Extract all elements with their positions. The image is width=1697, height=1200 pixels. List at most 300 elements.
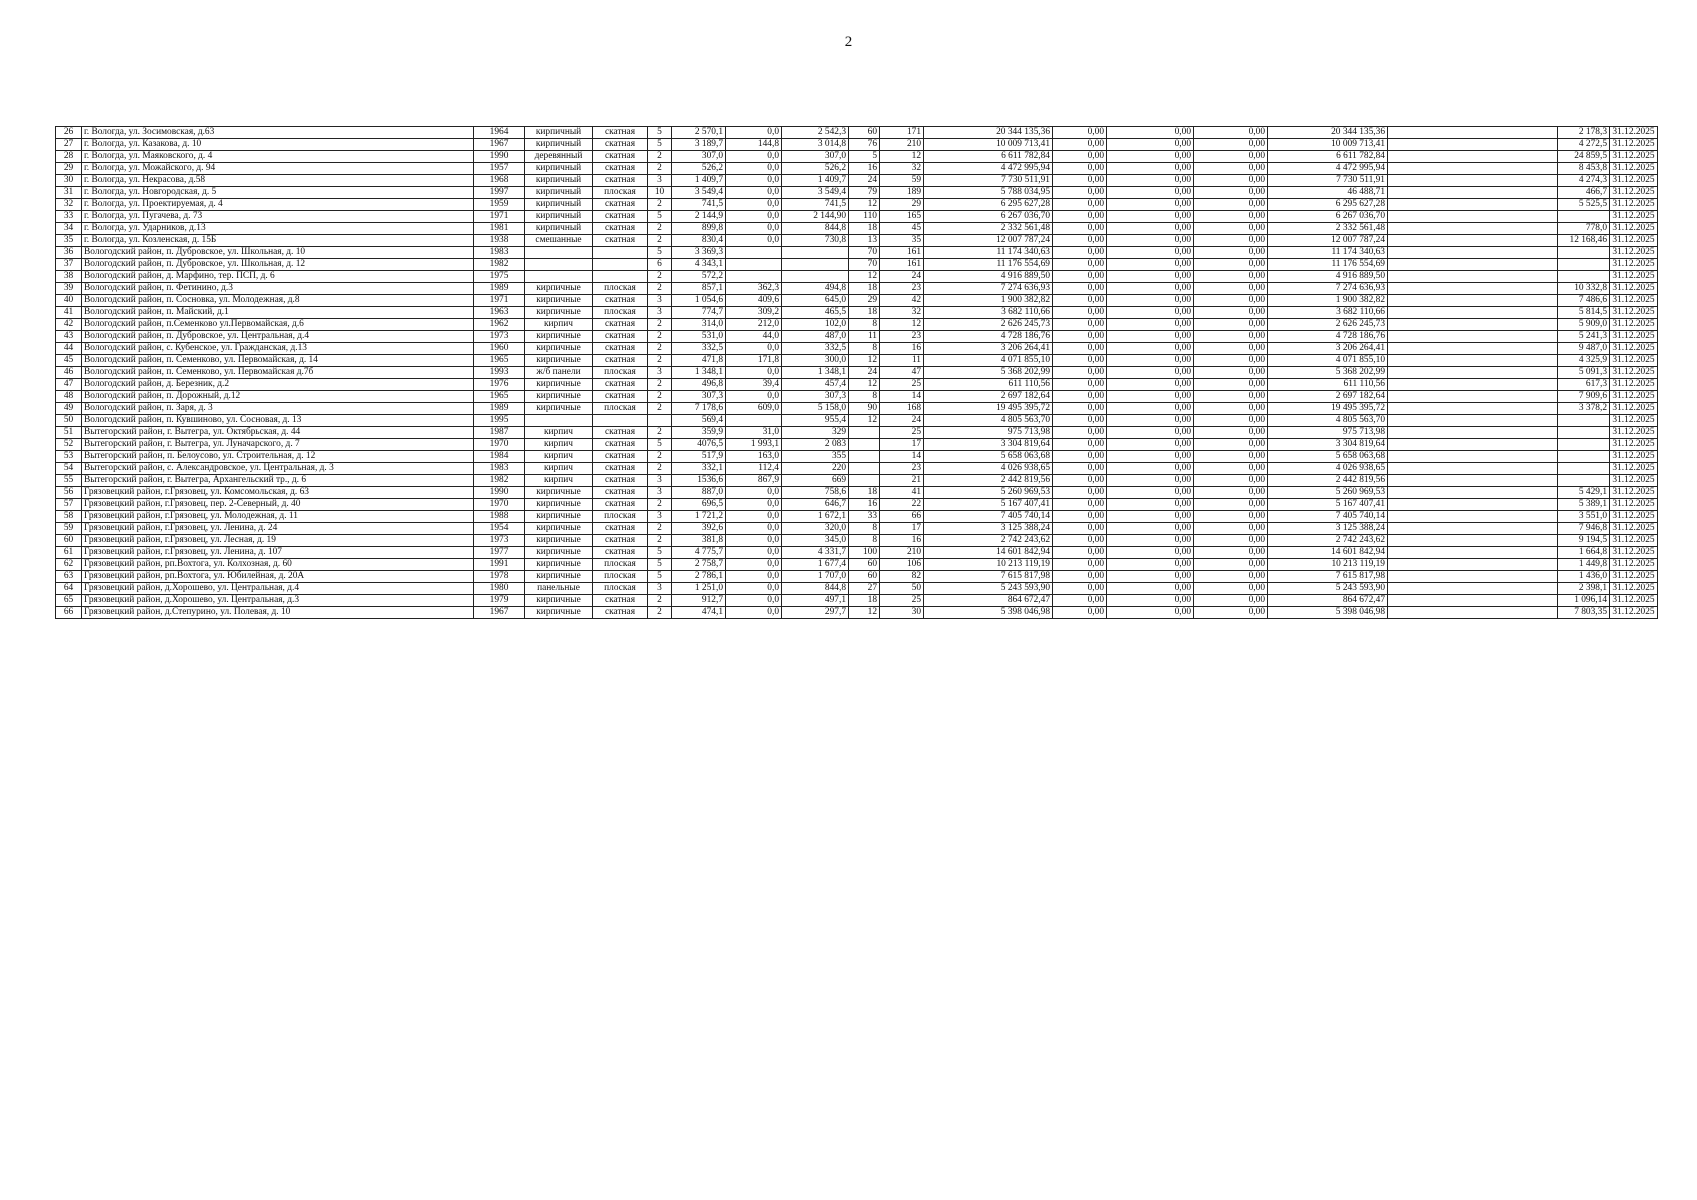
blank-cell [1388, 595, 1558, 607]
funding-1-cell: 0,00 [1053, 235, 1107, 247]
cost-own-cell: 6 295 627,28 [1268, 199, 1388, 211]
funding-2-cell: 0,00 [1107, 139, 1194, 151]
specific-cost-cell: 7 803,35 [1558, 607, 1610, 619]
area-total-cell: 572,2 [672, 271, 726, 283]
cost-total-cell: 3 125 388,24 [924, 523, 1053, 535]
count-1-cell: 13 [849, 235, 880, 247]
area-b-cell [782, 247, 849, 259]
funding-3-cell: 0,00 [1194, 319, 1268, 331]
cost-total-cell: 20 344 135,36 [924, 127, 1053, 139]
cost-own-cell: 10 213 119,19 [1268, 559, 1388, 571]
count-2-cell: 165 [880, 211, 924, 223]
area-total-cell: 471,8 [672, 355, 726, 367]
count-1-cell: 70 [849, 247, 880, 259]
funding-1-cell: 0,00 [1053, 127, 1107, 139]
area-total-cell: 4 775,7 [672, 547, 726, 559]
year-cell: 1987 [474, 427, 525, 439]
deadline-date-cell: 31.12.2025 [1610, 235, 1658, 247]
address-cell: Вологодский район, п. Дубровское, ул. Центральная, д.4 [82, 331, 474, 343]
cost-total-cell: 19 495 395,72 [924, 403, 1053, 415]
blank-cell [1388, 547, 1558, 559]
roof-type-cell: скатная [593, 451, 648, 463]
table-row [56, 223, 1658, 235]
area-b-cell: 2 083 [782, 439, 849, 451]
count-2-cell: 161 [880, 259, 924, 271]
table-row [56, 259, 1658, 271]
cost-own-cell: 975 713,98 [1268, 427, 1388, 439]
funding-2-cell: 0,00 [1107, 127, 1194, 139]
table-row [56, 343, 1658, 355]
floors-cell: 5 [648, 571, 672, 583]
count-2-cell: 32 [880, 163, 924, 175]
year-cell: 1993 [474, 367, 525, 379]
area-b-cell: 345,0 [782, 535, 849, 547]
funding-1-cell: 0,00 [1053, 523, 1107, 535]
row-number: 46 [56, 367, 82, 379]
blank-cell [1388, 343, 1558, 355]
cost-own-cell: 2 742 243,62 [1268, 535, 1388, 547]
wall-material-cell: кирпичный [525, 211, 593, 223]
specific-cost-cell: 9 487,0 [1558, 343, 1610, 355]
wall-material-cell: кирпичные [525, 511, 593, 523]
deadline-date-cell: 31.12.2025 [1610, 583, 1658, 595]
funding-2-cell: 0,00 [1107, 379, 1194, 391]
area-total-cell: 1 721,2 [672, 511, 726, 523]
wall-material-cell: деревянный [525, 151, 593, 163]
specific-cost-cell: 2 398,1 [1558, 583, 1610, 595]
funding-2-cell: 0,00 [1107, 451, 1194, 463]
count-2-cell: 23 [880, 283, 924, 295]
wall-material-cell: кирпичный [525, 175, 593, 187]
funding-1-cell: 0,00 [1053, 571, 1107, 583]
blank-cell [1388, 199, 1558, 211]
roof-type-cell: скатная [593, 175, 648, 187]
deadline-date-cell: 31.12.2025 [1610, 451, 1658, 463]
roof-type-cell: скатная [593, 547, 648, 559]
area-b-cell: 646,7 [782, 499, 849, 511]
specific-cost-cell [1558, 415, 1610, 427]
blank-cell [1388, 187, 1558, 199]
address-cell: Вытегорский район, п. Белоусово, ул. Строительная, д. 12 [82, 451, 474, 463]
table-row [56, 247, 1658, 259]
area-total-cell: 4 343,1 [672, 259, 726, 271]
funding-2-cell: 0,00 [1107, 511, 1194, 523]
area-b-cell: 844,8 [782, 583, 849, 595]
funding-2-cell: 0,00 [1107, 559, 1194, 571]
deadline-date-cell: 31.12.2025 [1610, 547, 1658, 559]
specific-cost-cell [1558, 463, 1610, 475]
funding-3-cell: 0,00 [1194, 139, 1268, 151]
roof-type-cell: плоская [593, 559, 648, 571]
cost-own-cell: 2 332 561,48 [1268, 223, 1388, 235]
count-1-cell [849, 427, 880, 439]
address-cell: г. Вологда, ул. Зосимовская, д.63 [82, 127, 474, 139]
roof-type-cell: плоская [593, 583, 648, 595]
address-cell: Вологодский район, п. Семенково, ул. Первомайская, д. 14 [82, 355, 474, 367]
area-a-cell [726, 415, 782, 427]
address-cell: Вытегорский район, г. Вытегра, ул. Октябрьская, д. 44 [82, 427, 474, 439]
area-total-cell: 696,5 [672, 499, 726, 511]
specific-cost-cell [1558, 475, 1610, 487]
roof-type-cell: скатная [593, 139, 648, 151]
blank-cell [1388, 235, 1558, 247]
row-number: 39 [56, 283, 82, 295]
area-total-cell: 7 178,6 [672, 403, 726, 415]
year-cell: 1973 [474, 331, 525, 343]
wall-material-cell: кирпичный [525, 223, 593, 235]
area-total-cell: 526,2 [672, 163, 726, 175]
floors-cell: 2 [648, 595, 672, 607]
funding-3-cell: 0,00 [1194, 175, 1268, 187]
area-b-cell: 355 [782, 451, 849, 463]
row-number: 42 [56, 319, 82, 331]
count-1-cell: 18 [849, 283, 880, 295]
cost-own-cell: 6 267 036,70 [1268, 211, 1388, 223]
count-1-cell: 100 [849, 547, 880, 559]
specific-cost-cell: 5 429,1 [1558, 487, 1610, 499]
count-1-cell: 18 [849, 595, 880, 607]
year-cell: 1990 [474, 151, 525, 163]
area-b-cell: 669 [782, 475, 849, 487]
funding-1-cell: 0,00 [1053, 295, 1107, 307]
count-1-cell: 12 [849, 199, 880, 211]
count-2-cell: 23 [880, 463, 924, 475]
table-row [56, 127, 1658, 139]
address-cell: Грязовецкий район, рп.Вохтога, ул. Колхозная, д. 60 [82, 559, 474, 571]
funding-1-cell: 0,00 [1053, 187, 1107, 199]
funding-1-cell: 0,00 [1053, 379, 1107, 391]
specific-cost-cell: 1 449,8 [1558, 559, 1610, 571]
address-cell: Вологодский район, п. Сосновка, ул. Молодежная, д.8 [82, 295, 474, 307]
count-2-cell: 210 [880, 139, 924, 151]
count-2-cell: 161 [880, 247, 924, 259]
deadline-date-cell: 31.12.2025 [1610, 187, 1658, 199]
deadline-date-cell: 31.12.2025 [1610, 511, 1658, 523]
year-cell: 1971 [474, 295, 525, 307]
specific-cost-cell [1558, 439, 1610, 451]
funding-2-cell: 0,00 [1107, 175, 1194, 187]
blank-cell [1388, 127, 1558, 139]
deadline-date-cell: 31.12.2025 [1610, 595, 1658, 607]
funding-1-cell: 0,00 [1053, 547, 1107, 559]
area-a-cell: 0,0 [726, 391, 782, 403]
funding-3-cell: 0,00 [1194, 151, 1268, 163]
year-cell: 1978 [474, 571, 525, 583]
count-2-cell: 106 [880, 559, 924, 571]
area-b-cell: 5 158,0 [782, 403, 849, 415]
count-1-cell: 16 [849, 499, 880, 511]
count-1-cell: 12 [849, 607, 880, 619]
funding-2-cell: 0,00 [1107, 259, 1194, 271]
area-b-cell: 3 549,4 [782, 187, 849, 199]
blank-cell [1388, 247, 1558, 259]
deadline-date-cell: 31.12.2025 [1610, 211, 1658, 223]
funding-3-cell: 0,00 [1194, 583, 1268, 595]
address-cell: г. Вологда, ул. Маяковского, д. 4 [82, 151, 474, 163]
deadline-date-cell: 31.12.2025 [1610, 607, 1658, 619]
funding-1-cell: 0,00 [1053, 223, 1107, 235]
blank-cell [1388, 307, 1558, 319]
table-row [56, 583, 1658, 595]
cost-total-cell: 5 658 063,68 [924, 451, 1053, 463]
area-b-cell: 307,0 [782, 151, 849, 163]
area-b-cell: 1 707,0 [782, 571, 849, 583]
floors-cell: 3 [648, 367, 672, 379]
address-cell: Вытегорский район, с. Александровское, ул. Центральная, д. 3 [82, 463, 474, 475]
cost-own-cell: 19 495 395,72 [1268, 403, 1388, 415]
floors-cell: 5 [648, 547, 672, 559]
floors-cell: 2 [648, 223, 672, 235]
area-a-cell: 0,0 [726, 211, 782, 223]
row-number: 32 [56, 199, 82, 211]
cost-total-cell: 7 615 817,98 [924, 571, 1053, 583]
cost-own-cell: 3 682 110,66 [1268, 307, 1388, 319]
table-row [56, 511, 1658, 523]
area-a-cell: 0,0 [726, 163, 782, 175]
count-1-cell: 70 [849, 259, 880, 271]
funding-1-cell: 0,00 [1053, 511, 1107, 523]
funding-2-cell: 0,00 [1107, 487, 1194, 499]
funding-1-cell: 0,00 [1053, 415, 1107, 427]
funding-1-cell: 0,00 [1053, 151, 1107, 163]
funding-2-cell: 0,00 [1107, 355, 1194, 367]
year-cell: 1975 [474, 271, 525, 283]
table-row [56, 571, 1658, 583]
area-total-cell: 2 144,9 [672, 211, 726, 223]
table-row [56, 391, 1658, 403]
area-b-cell: 494,8 [782, 283, 849, 295]
roof-type-cell [593, 259, 648, 271]
area-b-cell: 320,0 [782, 523, 849, 535]
cost-own-cell: 611 110,56 [1268, 379, 1388, 391]
row-number: 43 [56, 331, 82, 343]
address-cell: Вологодский район, п. Фетинино, д.3 [82, 283, 474, 295]
specific-cost-cell: 2 178,3 [1558, 127, 1610, 139]
funding-1-cell: 0,00 [1053, 271, 1107, 283]
cost-own-cell: 5 398 046,98 [1268, 607, 1388, 619]
cost-own-cell: 2 442 819,56 [1268, 475, 1388, 487]
year-cell: 1957 [474, 163, 525, 175]
count-1-cell: 8 [849, 535, 880, 547]
roof-type-cell: плоская [593, 511, 648, 523]
deadline-date-cell: 31.12.2025 [1610, 475, 1658, 487]
floors-cell: 6 [648, 259, 672, 271]
deadline-date-cell: 31.12.2025 [1610, 127, 1658, 139]
count-1-cell: 12 [849, 379, 880, 391]
cost-total-cell: 5 368 202,99 [924, 367, 1053, 379]
count-2-cell: 12 [880, 319, 924, 331]
funding-1-cell: 0,00 [1053, 211, 1107, 223]
roof-type-cell: скатная [593, 223, 648, 235]
area-a-cell: 0,0 [726, 199, 782, 211]
floors-cell: 2 [648, 199, 672, 211]
roof-type-cell: плоская [593, 571, 648, 583]
year-cell: 1979 [474, 595, 525, 607]
cost-total-cell: 4 916 889,50 [924, 271, 1053, 283]
deadline-date-cell: 31.12.2025 [1610, 259, 1658, 271]
roof-type-cell: скатная [593, 163, 648, 175]
floors-cell: 5 [648, 559, 672, 571]
count-2-cell: 22 [880, 499, 924, 511]
funding-3-cell: 0,00 [1194, 547, 1268, 559]
row-number: 52 [56, 439, 82, 451]
funding-1-cell: 0,00 [1053, 403, 1107, 415]
specific-cost-cell: 7 946,8 [1558, 523, 1610, 535]
blank-cell [1388, 211, 1558, 223]
address-cell: г. Вологда, ул. Ударников, д.13 [82, 223, 474, 235]
cost-own-cell: 4 071 855,10 [1268, 355, 1388, 367]
funding-2-cell: 0,00 [1107, 283, 1194, 295]
floors-cell: 3 [648, 511, 672, 523]
floors-cell: 3 [648, 307, 672, 319]
roof-type-cell: скатная [593, 127, 648, 139]
table-row [56, 187, 1658, 199]
funding-3-cell: 0,00 [1194, 343, 1268, 355]
year-cell: 1989 [474, 403, 525, 415]
floors-cell: 2 [648, 391, 672, 403]
year-cell: 1960 [474, 343, 525, 355]
specific-cost-cell: 5 389,1 [1558, 499, 1610, 511]
table-row [56, 271, 1658, 283]
deadline-date-cell: 31.12.2025 [1610, 319, 1658, 331]
address-cell: Вытегорский район, г. Вытегра, ул. Луначарского, д. 7 [82, 439, 474, 451]
address-cell: Грязовецкий район, г.Грязовец, пер. 2-Северный, д. 40 [82, 499, 474, 511]
wall-material-cell: кирпичные [525, 523, 593, 535]
area-total-cell: 857,1 [672, 283, 726, 295]
floors-cell: 3 [648, 475, 672, 487]
year-cell: 1963 [474, 307, 525, 319]
floors-cell: 2 [648, 379, 672, 391]
floors-cell: 2 [648, 535, 672, 547]
blank-cell [1388, 559, 1558, 571]
cost-total-cell: 7 274 636,93 [924, 283, 1053, 295]
funding-1-cell: 0,00 [1053, 439, 1107, 451]
area-a-cell: 112,4 [726, 463, 782, 475]
blank-cell [1388, 511, 1558, 523]
floors-cell: 2 [648, 151, 672, 163]
funding-2-cell: 0,00 [1107, 367, 1194, 379]
floors-cell: 5 [648, 247, 672, 259]
row-number: 58 [56, 511, 82, 523]
floors-cell: 5 [648, 127, 672, 139]
funding-2-cell: 0,00 [1107, 607, 1194, 619]
wall-material-cell: кирпичные [525, 403, 593, 415]
address-cell: г. Вологда, ул. Пугачева, д. 73 [82, 211, 474, 223]
funding-2-cell: 0,00 [1107, 199, 1194, 211]
blank-cell [1388, 415, 1558, 427]
floors-cell: 2 [648, 355, 672, 367]
year-cell: 1988 [474, 511, 525, 523]
cost-own-cell: 1 900 382,82 [1268, 295, 1388, 307]
wall-material-cell: кирпичные [525, 295, 593, 307]
wall-material-cell: смешанные [525, 235, 593, 247]
count-2-cell: 14 [880, 391, 924, 403]
area-a-cell: 171,8 [726, 355, 782, 367]
area-total-cell: 3 369,3 [672, 247, 726, 259]
address-cell: Вологодский район, п.Семенково ул.Первомайская, д.6 [82, 319, 474, 331]
funding-3-cell: 0,00 [1194, 439, 1268, 451]
specific-cost-cell: 778,0 [1558, 223, 1610, 235]
area-a-cell: 0,0 [726, 547, 782, 559]
funding-3-cell: 0,00 [1194, 511, 1268, 523]
area-total-cell: 774,7 [672, 307, 726, 319]
floors-cell: 3 [648, 487, 672, 499]
area-a-cell: 409,6 [726, 295, 782, 307]
table-row [56, 463, 1658, 475]
blank-cell [1388, 451, 1558, 463]
area-b-cell: 1 348,1 [782, 367, 849, 379]
specific-cost-cell [1558, 211, 1610, 223]
area-total-cell: 3 189,7 [672, 139, 726, 151]
count-2-cell: 59 [880, 175, 924, 187]
area-total-cell: 899,8 [672, 223, 726, 235]
row-number: 47 [56, 379, 82, 391]
specific-cost-cell: 5 909,0 [1558, 319, 1610, 331]
count-1-cell: 12 [849, 355, 880, 367]
funding-2-cell: 0,00 [1107, 595, 1194, 607]
count-1-cell: 60 [849, 559, 880, 571]
count-1-cell: 12 [849, 271, 880, 283]
floors-cell [648, 415, 672, 427]
count-2-cell: 17 [880, 439, 924, 451]
year-cell: 1967 [474, 139, 525, 151]
area-total-cell: 569,4 [672, 415, 726, 427]
roof-type-cell: скатная [593, 355, 648, 367]
funding-3-cell: 0,00 [1194, 607, 1268, 619]
row-number: 49 [56, 403, 82, 415]
area-a-cell: 0,0 [726, 511, 782, 523]
cost-own-cell: 864 672,47 [1268, 595, 1388, 607]
count-1-cell: 60 [849, 571, 880, 583]
funding-2-cell: 0,00 [1107, 571, 1194, 583]
address-cell: Вытегорский район, г. Вытегра, Архангельский тр., д. 6 [82, 475, 474, 487]
table-row [56, 475, 1658, 487]
funding-1-cell: 0,00 [1053, 451, 1107, 463]
wall-material-cell: кирпичные [525, 535, 593, 547]
count-1-cell: 18 [849, 223, 880, 235]
cost-total-cell: 975 713,98 [924, 427, 1053, 439]
blank-cell [1388, 367, 1558, 379]
funding-2-cell: 0,00 [1107, 223, 1194, 235]
row-number: 33 [56, 211, 82, 223]
row-number: 51 [56, 427, 82, 439]
deadline-date-cell: 31.12.2025 [1610, 139, 1658, 151]
specific-cost-cell [1558, 271, 1610, 283]
count-1-cell: 5 [849, 151, 880, 163]
count-1-cell: 79 [849, 187, 880, 199]
registry-sheet [55, 126, 1657, 619]
roof-type-cell: плоская [593, 403, 648, 415]
table-row [56, 415, 1658, 427]
area-a-cell: 0,0 [726, 367, 782, 379]
funding-2-cell: 0,00 [1107, 475, 1194, 487]
funding-3-cell: 0,00 [1194, 427, 1268, 439]
count-2-cell: 14 [880, 451, 924, 463]
roof-type-cell: скатная [593, 211, 648, 223]
cost-total-cell: 5 398 046,98 [924, 607, 1053, 619]
funding-1-cell: 0,00 [1053, 175, 1107, 187]
area-b-cell: 497,1 [782, 595, 849, 607]
year-cell: 1995 [474, 415, 525, 427]
deadline-date-cell: 31.12.2025 [1610, 535, 1658, 547]
funding-1-cell: 0,00 [1053, 367, 1107, 379]
cost-total-cell: 6 611 782,84 [924, 151, 1053, 163]
count-1-cell [849, 463, 880, 475]
cost-own-cell: 3 206 264,41 [1268, 343, 1388, 355]
area-total-cell: 314,0 [672, 319, 726, 331]
row-number: 50 [56, 415, 82, 427]
address-cell: Грязовецкий район, д.Хорошево, ул. Центральная, д.3 [82, 595, 474, 607]
